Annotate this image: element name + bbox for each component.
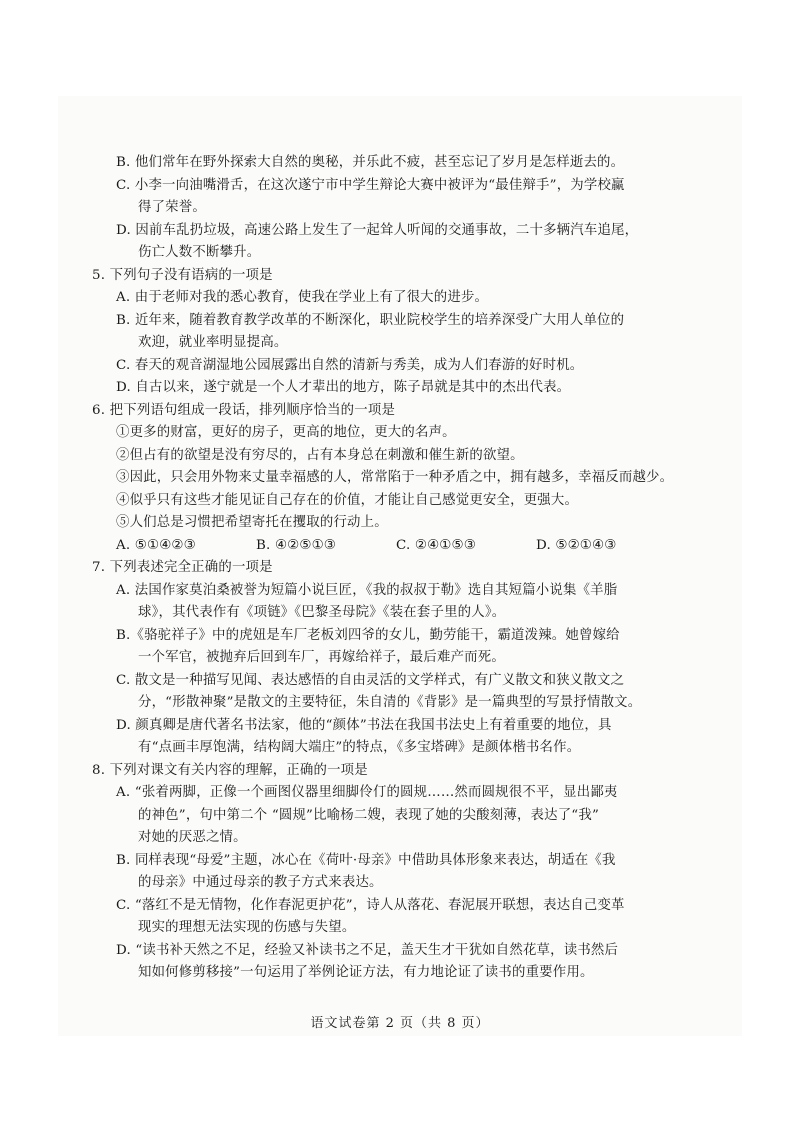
- option-continuation: 有“点画丰厚饱满，结构阔大端庄”的特点，《多宝塔碑》是颜体楷书名作。: [138, 740, 581, 755]
- option-continuation: 球》，其代表作有《项链》《巴黎圣母院》《装在套子里的人》。: [138, 605, 506, 620]
- option-continuation: 的神色”，句中第二个 “圆规”比喻杨二嫂，表现了她的尖酸刻薄，表达了“我”: [138, 807, 599, 823]
- option-line: D. “读书补天然之不足，经验又补读书之不足，盖天生才干犹如自然花草，读书然后: [116, 942, 619, 958]
- option-line: D. 自古以来，遂宁就是一个人才辈出的地方，陈子昂就是其中的杰出代表。: [116, 380, 571, 395]
- option-line: B.《骆驼祥子》中的虎妞是车厂老板刘四爷的女儿，勤劳能干，霸道泼辣。她曾嫁给: [116, 627, 620, 643]
- option-line: C. 散文是一种描写见闻、表达感悟的自由灵活的文学样式，有广义散文和狭义散文之: [116, 672, 625, 688]
- statement-line: ④似乎只有这些才能见证自己存在的价值，才能让自己感觉更安全，更强大。: [116, 492, 579, 508]
- option-line: B. 他们常年在野外探索大自然的奥秘，并乐此不疲，甚至忘记了岁月是怎样逝去的。: [116, 155, 625, 170]
- exam-content: [92, 152, 692, 985]
- option-continuation: 一个军官，被抛弃后回到车厂，再嫁给祥子，最后难产而死。: [138, 650, 505, 665]
- option-line: B. 同样表现“母爱”主题，冰心在《荷叶·母亲》中借助具体形象来表达，胡适在《我: [116, 852, 616, 868]
- option-continuation: 现实的理想无法实现的伤感与失望。: [138, 920, 356, 935]
- answer-choices: [92, 535, 692, 558]
- statement-line: ②但占有的欲望是没有穷尽的，占有本身总在刺激和催生新的欲望。: [116, 447, 524, 463]
- option-continuation: 伤亡人数不断攀升。: [138, 245, 261, 260]
- question-stem: 7. 下列表述完全正确的一项是: [92, 560, 273, 575]
- answer-choice: D. ⑤②①④③: [536, 537, 617, 553]
- option-line: A. “张着两脚，正像一个画图仪器里细脚伶仃的圆规……然而圆规很不平，显出鄙夷: [116, 785, 618, 800]
- option-line: A. 由于老师对我的悉心教育，使我在学业上有了很大的进步。: [116, 290, 489, 305]
- option-continuation: 知如何修剪移接”一句运用了举例论证方法，有力地论证了读书的重要作用。: [138, 965, 594, 980]
- answer-choice: A. ⑤①④②③: [116, 537, 196, 553]
- option-line: C. 春天的观音湖湿地公园展露出自然的清新与秀美，成为人们春游的好时机。: [116, 357, 584, 373]
- statement-line: ③因此，只会用外物来丈量幸福感的人，常常陷于一种矛盾之中，拥有越多，幸福反而越少。: [116, 470, 674, 485]
- statement-line: ⑤人们总是习惯把希望寄托在攫取的行动上。: [116, 515, 388, 530]
- question-stem: 5. 下列句子没有语病的一项是: [92, 267, 273, 283]
- option-line: C. “落红不是无情物，化作春泥更护花”，诗人从落花、春泥展开联想，表达自己变革: [116, 897, 625, 913]
- option-continuation: 对她的厌恶之情。: [138, 830, 247, 845]
- answer-choice: C. ②④①⑤③: [396, 537, 476, 553]
- option-continuation: 得了荣誉。: [138, 200, 206, 215]
- page-footer: 语文试卷第 2 页（共 8 页）: [310, 1016, 490, 1031]
- question-stem: 8. 下列对课文有关内容的理解，正确的一项是: [92, 762, 368, 778]
- question-stem: 6. 把下列语句组成一段话，排列顺序恰当的一项是: [92, 402, 396, 418]
- answer-choice: B. ④②⑤①③: [256, 537, 336, 553]
- option-line: C. 小李一向油嘴滑舌，在这次遂宁市中学生辩论大赛中被评为“最佳辩手”，为学校赢: [116, 177, 625, 193]
- option-line: A. 法国作家莫泊桑被誉为短篇小说巨匠，《我的叔叔于勒》选自其短篇小说集《羊脂: [116, 582, 618, 598]
- option-continuation: 分，“形散神聚”是散文的主要特征，朱自清的《背影》是一篇典型的写景抒情散文。: [138, 695, 642, 710]
- option-line: D. 因前车乱扔垃圾，高速公路上发生了一起耸人听闻的交通事故，二十多辆汽车追尾，: [116, 222, 639, 238]
- statement-line: ①更多的财富，更好的房子，更高的地位，更大的名声。: [116, 425, 456, 440]
- option-continuation: 的母亲》中通过母亲的教子方式来表达。: [138, 875, 383, 890]
- option-line: B. 近年来，随着教育教学改革的不断深化，职业院校学生的培养深受广大用人单位的: [116, 312, 625, 328]
- option-continuation: 欢迎，就业率明显提高。: [138, 335, 288, 350]
- option-line: D. 颜真卿是唐代著名书法家，他的“颜体”书法在我国书法史上有着重要的地位，具: [116, 717, 612, 733]
